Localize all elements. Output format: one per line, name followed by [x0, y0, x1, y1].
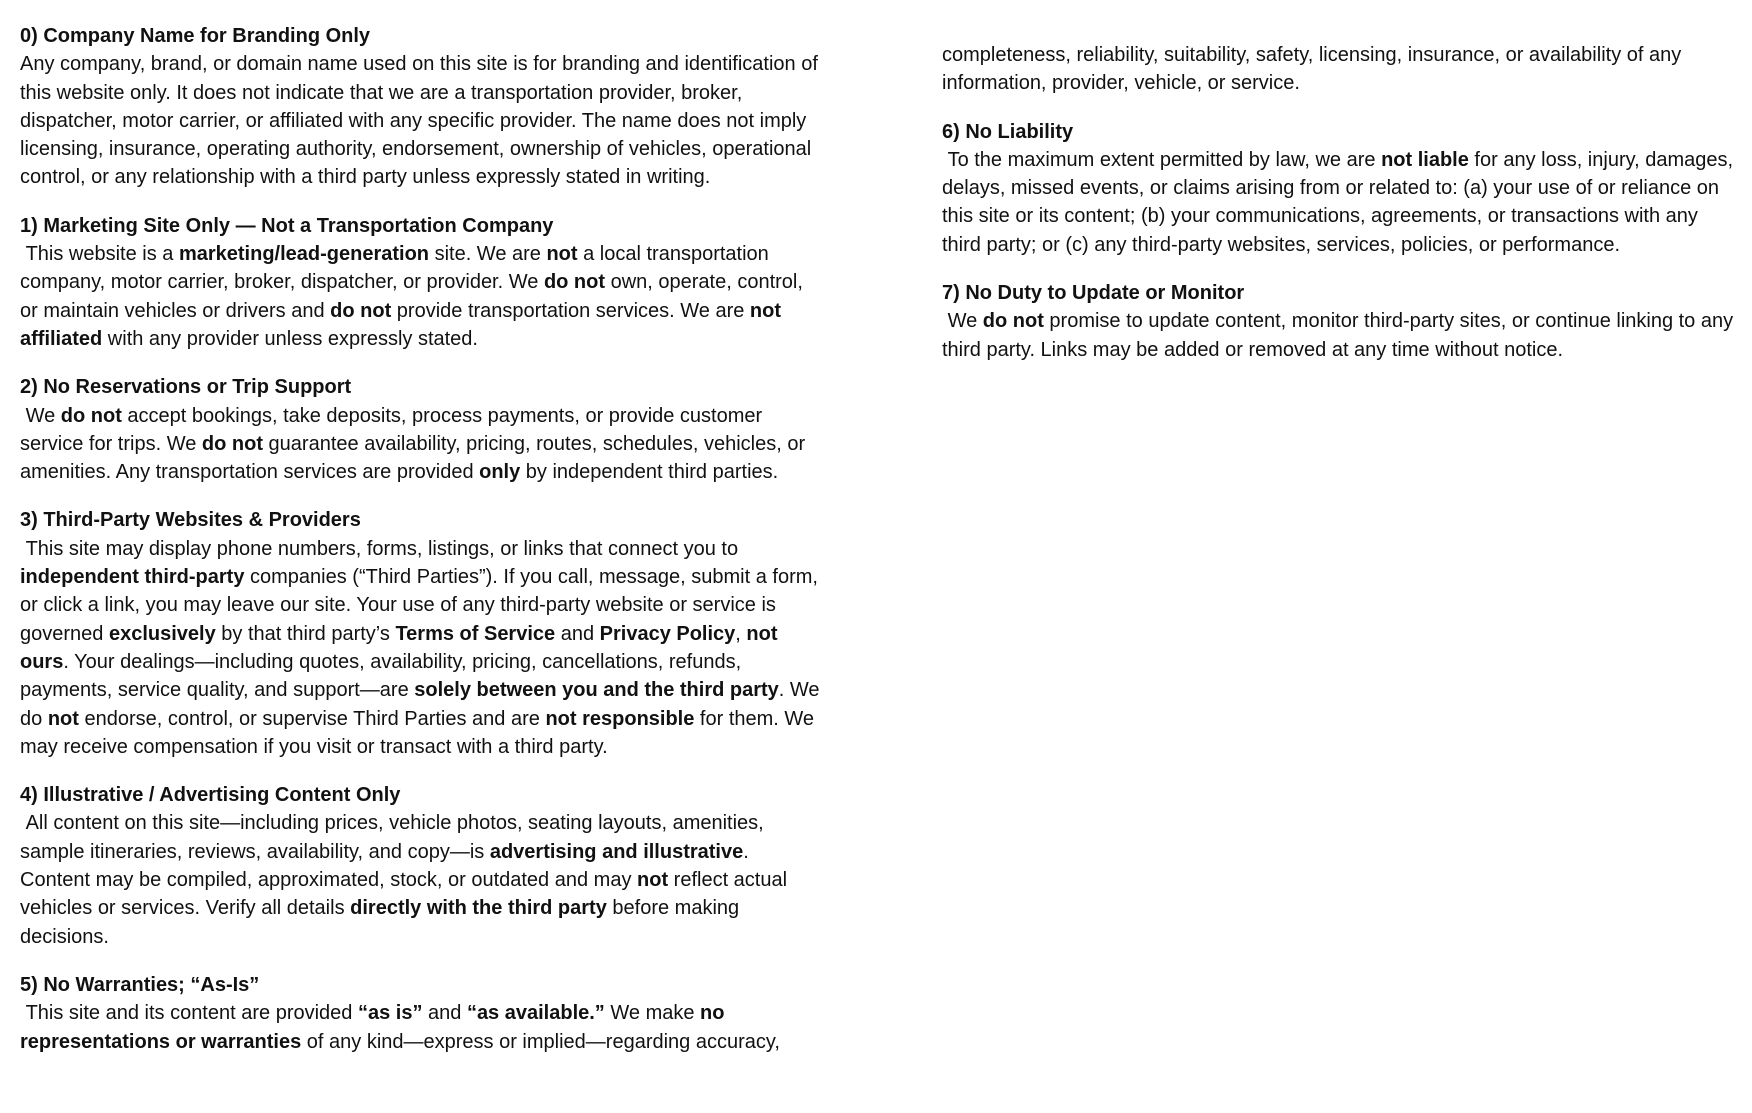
bold-text-run: not — [47, 707, 79, 730]
text-run: by independent third parties. — [520, 461, 779, 484]
bold-text-run: “as is” — [357, 1002, 423, 1025]
section-heading: 0) Company Name for Branding Only — [20, 25, 371, 47]
bold-text-run: do not — [330, 299, 392, 322]
section-heading: 3) Third-Party Websites & Providers — [20, 509, 361, 532]
text-run: guarantee availability, pricing, routes, schedules, vehicles, or amenities. Any transportation services are provided — [20, 432, 811, 484]
text-run: by that third party’s — [215, 622, 396, 645]
text-run: a local transportation company, motor carrier, broker, dispatcher, or provider. We — [20, 243, 775, 294]
bold-text-run: do not — [201, 432, 263, 455]
text-run: provide transportation services. We are — [391, 299, 750, 322]
bold-text-run: not liable — [1381, 148, 1469, 171]
bold-text-run: exclusively — [108, 622, 216, 645]
text-run: This site may display phone numbers, forms, listings, or links that connect you to — [20, 537, 744, 560]
section-heading: 1) Marketing Site Only — Not a Transportation Company — [20, 214, 554, 237]
bold-text-run: only — [479, 461, 521, 484]
disclaimer-section — [20, 212, 820, 353]
text-run: We — [942, 310, 983, 333]
bold-text-run: advertising and illustrative — [489, 840, 744, 863]
text-run: companies (“Third Parties”). If you call, message, submit a form, or click a link, you may leave our site. Your use of any third-party website or service is governed — [20, 566, 824, 645]
section-paragraph — [20, 50, 824, 191]
section-paragraph — [942, 307, 1742, 364]
text-run: We — [20, 404, 61, 427]
text-run: We make — [604, 1002, 701, 1025]
bold-text-run: “as available.” — [466, 1002, 605, 1025]
bold-text-run: solely between you and the third party — [414, 679, 779, 702]
bold-text-run: Terms of Service — [395, 622, 556, 645]
text-run: This site and its content are provided — [20, 1002, 358, 1025]
text-run: endorse, control, or supervise Third Parties and are — [78, 707, 546, 730]
disclaimer-section — [942, 279, 1742, 364]
section-paragraph — [942, 41, 1742, 98]
disclaimer-section — [20, 506, 826, 761]
section-heading: 2) No Reservations or Trip Support — [20, 376, 352, 399]
bold-text-run: independent third-party — [20, 566, 245, 589]
text-run: . Your dealings—including quotes, availability, pricing, cancellations, refunds, payments, service quality, and support—are — [20, 650, 747, 702]
text-run: completeness, reliability, suitability, safety, licensing, insurance, or availability of any information, provider, vehicle, or service. — [942, 44, 1687, 95]
section-heading: 7) No Duty to Update or Monitor — [942, 282, 1245, 305]
section-paragraph — [942, 146, 1742, 259]
text-run: before making decisions. — [20, 897, 745, 948]
text-run: and — [422, 1002, 467, 1025]
disclaimer-section — [20, 22, 824, 192]
text-run: for any loss, injury, damages, delays, missed events, or claims arising from or related to: (a) your use of or reliance on this site or its content; (b) your communications, agreements, or transactions with any third party; or (c) any third-party websites, services, policies, or performance. — [942, 148, 1739, 256]
bold-text-run: not affiliated — [20, 299, 787, 350]
text-run: site. We are — [429, 243, 547, 266]
bold-text-run: not responsible — [545, 707, 695, 730]
disclaimer-section — [942, 41, 1742, 98]
text-run: accept bookings, take deposits, process payments, or provide customer service for trips. We — [20, 404, 768, 455]
text-run: This website is a — [20, 243, 179, 266]
bold-text-run: not — [546, 243, 578, 266]
disclaimer-section — [20, 373, 820, 486]
text-run: own, operate, control, or maintain vehicles or drivers and — [20, 271, 809, 322]
text-run: promise to update content, monitor third-party sites, or continue linking to any third party. Links may be added or removed at any time without notice. — [942, 310, 1739, 361]
section-heading: 6) No Liability — [942, 120, 1074, 143]
right-column — [942, 0, 1742, 364]
section-paragraph — [20, 809, 820, 950]
text-run: with any provider unless expressly stated. — [102, 327, 478, 350]
bold-text-run: do not — [982, 310, 1044, 333]
text-run: for them. We may receive compensation if you visit or transact with a third party. — [20, 707, 820, 758]
text-run: . Content may be compiled, approximated, stock, or outdated and may — [20, 840, 755, 892]
bold-text-run: marketing/lead-generation — [178, 243, 430, 266]
left-column — [20, 0, 826, 1056]
text-run: , — [735, 622, 747, 645]
bold-text-run: Privacy Policy — [599, 622, 736, 645]
bold-text-run: do not — [543, 271, 606, 294]
disclaimer-section — [942, 118, 1742, 259]
bold-text-run: no representations or warranties — [20, 1002, 731, 1053]
bold-text-run: not — [637, 869, 669, 892]
disclaimer-section — [20, 971, 820, 1056]
section-paragraph — [20, 535, 826, 761]
section-heading: 5) No Warranties; “As-Is” — [20, 973, 260, 996]
bold-text-run: directly with the third party — [350, 897, 607, 920]
section-heading: 4) Illustrative / Advertising Content Only — [20, 784, 401, 807]
text-run: All content on this site—including prices, vehicle photos, seating layouts, amenities, sample itineraries, reviews, availability, and copy—is — [20, 812, 770, 863]
text-run: . We do — [20, 679, 826, 730]
text-run: and — [555, 622, 600, 645]
bold-text-run: not ours — [20, 622, 784, 673]
section-paragraph — [20, 240, 820, 353]
section-paragraph — [20, 999, 820, 1056]
disclaimer-section — [20, 781, 820, 951]
text-run: Any company, brand, or domain name used on this site is for branding and identification of this website only. It does not indicate that we are a transportation provider, broker, dispatcher, motor carrier, or affiliated with any specific provider. The name does not imply licensing, insurance, operating authority, endorsement, ownership of vehicles, operational control, or any relationship with a third party unless expressly stated in writing. — [20, 53, 824, 189]
text-run: To the maximum extent permitted by law, we are — [942, 148, 1382, 171]
section-paragraph — [20, 402, 820, 487]
text-run: of any kind—express or implied—regarding accuracy, — [301, 1030, 780, 1053]
text-run: reflect actual vehicles or services. Verify all details — [20, 869, 793, 920]
bold-text-run: do not — [60, 404, 122, 427]
